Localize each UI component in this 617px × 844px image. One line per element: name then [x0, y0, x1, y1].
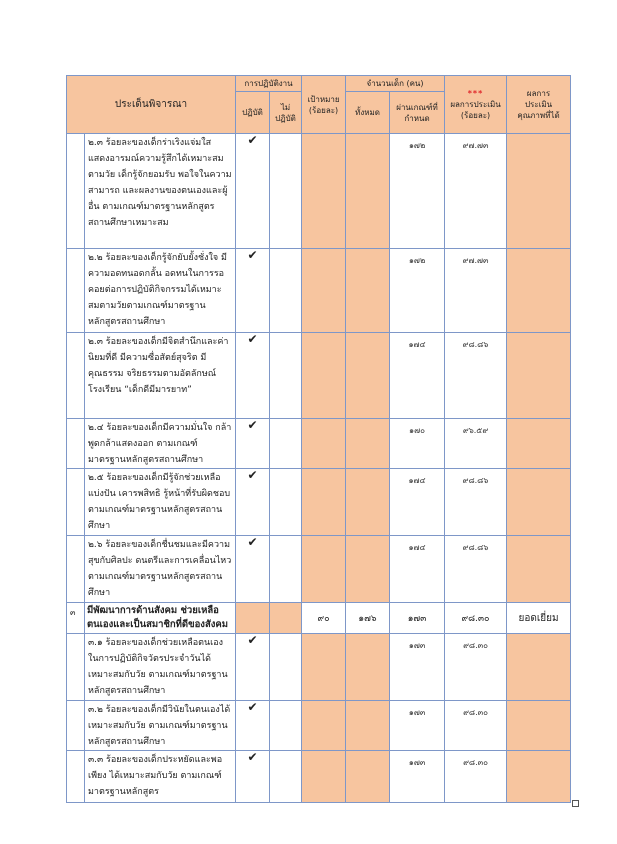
criteria-rows-section-3	[67, 634, 571, 803]
practiced-check: ✔	[236, 701, 270, 751]
passed-count: ๑๗๒	[390, 249, 445, 333]
result-percent: ๙๘.๘๖	[445, 333, 507, 419]
criteria-rows-section-2	[67, 134, 571, 603]
category-row	[67, 603, 571, 634]
evaluation-table	[66, 75, 571, 803]
empty-number-cell	[67, 249, 85, 333]
quality-cell	[507, 419, 571, 469]
target-cell	[302, 419, 346, 469]
criteria-text: ๓.๓ ร้อยละของเด็กประหยัดและพอเพียง ได้เหมาะสมกับวัย ตามเกณฑ์มาตรฐานหลักสูตร	[85, 751, 236, 803]
target-cell	[302, 536, 346, 603]
target-cell	[302, 249, 346, 333]
empty-number-cell	[67, 701, 85, 751]
not-practiced-cell	[270, 469, 302, 536]
passed-count: ๑๗๓	[390, 634, 445, 701]
criteria-row	[67, 751, 571, 803]
target-cell	[302, 634, 346, 701]
empty-number-cell	[67, 536, 85, 603]
quality-cell	[507, 333, 571, 419]
total-cell	[346, 249, 390, 333]
empty-number-cell	[67, 469, 85, 536]
not-practiced-cell	[270, 634, 302, 701]
practiced-check: ✔	[236, 419, 270, 469]
practiced-check: ✔	[236, 469, 270, 536]
category-result: ๙๘.๓๐	[445, 603, 507, 634]
empty-number-cell	[67, 634, 85, 701]
category-total: ๑๗๖	[346, 603, 390, 634]
passed-count: ๑๗๓	[390, 701, 445, 751]
header-quality: ผลการ ประเมิน คุณภาพที่ได้	[507, 76, 571, 134]
criteria-row	[67, 419, 571, 469]
empty-number-cell	[67, 134, 85, 249]
result-percent: ๙๘.๓๐	[445, 701, 507, 751]
empty-number-cell	[67, 333, 85, 419]
criteria-row	[67, 333, 571, 419]
header-target: เป้าหมาย (ร้อยละ)	[302, 76, 346, 134]
criteria-text: ๓.๒ ร้อยละของเด็กมีวินัยในตนเองได้เหมาะสมกับวัย ตามเกณฑ์มาตรฐานหลักสูตรสถานศึกษา	[85, 701, 236, 751]
total-cell	[346, 469, 390, 536]
criteria-row	[67, 134, 571, 249]
criteria-row	[67, 634, 571, 701]
result-percent: ๙๘.๘๖	[445, 469, 507, 536]
passed-count: ๑๗๔	[390, 469, 445, 536]
category-title: มีพัฒนาการด้านสังคม ช่วยเหลือตนเองและเป็นสมาชิกที่ดีของสังคม	[85, 603, 236, 634]
practiced-check: ✔	[236, 536, 270, 603]
page-corner-marker	[572, 800, 579, 807]
result-percent: ๙๘.๓๐	[445, 751, 507, 803]
quality-cell	[507, 701, 571, 751]
header-not-practiced: ไม่ ปฏิบัติ	[270, 92, 302, 134]
practiced-check: ✔	[236, 134, 270, 249]
total-cell	[346, 536, 390, 603]
not-practiced-cell	[270, 249, 302, 333]
total-cell	[346, 419, 390, 469]
total-cell	[346, 333, 390, 419]
criteria-row	[67, 536, 571, 603]
total-cell	[346, 751, 390, 803]
category-target: ๙๐	[302, 603, 346, 634]
empty-number-cell	[67, 751, 85, 803]
criteria-text: ๓.๑ ร้อยละของเด็กช่วยเหลือตนเองในการปฏิบัติกิจวัตรประจำวันได้เหมาะสมกับวัย ตามเกณฑ์มาตรฐานหลักสูตรสถานศึกษา	[85, 634, 236, 701]
passed-count: ๑๗๐	[390, 419, 445, 469]
not-practiced-cell	[270, 134, 302, 249]
result-percent: ๙๘.๓๐	[445, 634, 507, 701]
total-cell	[346, 701, 390, 751]
criteria-text: ๒.๒ ร้อยละของเด็กรู้จักยับยั้งชั่งใจ มีความอดทนอดกลั้น อดทนในการรอคอยต่อการปฏิบัติกิจกรรมได้เหมาะสมตามวัยตามเกณฑ์มาตรฐานหลักสูตรสถานศึกษา	[85, 249, 236, 333]
not-practiced-cell	[270, 419, 302, 469]
criteria-text: ๒.๓ ร้อยละของเด็กร่าเริงแจ่มใส แสดงอารมณ์ความรู้สึกได้เหมาะสมตามวัย เด็กรู้จักยอมรับ พอใจในความสามารถ และผลงานของตนเองและผู้อื่น ตามเกณฑ์มาตรฐานหลักสูตรสถานศึกษาเหมาะสม	[85, 134, 236, 249]
not-practiced-cell	[270, 701, 302, 751]
quality-cell	[507, 469, 571, 536]
quality-cell	[507, 249, 571, 333]
header-passed: ผ่านเกณฑ์ที่ กำหนด	[390, 92, 445, 134]
header-total: ทั้งหมด	[346, 92, 390, 134]
not-practiced-cell	[270, 536, 302, 603]
total-cell	[346, 134, 390, 249]
quality-cell	[507, 634, 571, 701]
category-passed: ๑๗๓	[390, 603, 445, 634]
header-marker: ***	[467, 89, 484, 98]
criteria-row	[67, 249, 571, 333]
header-children-group: จำนวนเด็ก (คน)	[346, 76, 445, 92]
criteria-text: ๒.๓ ร้อยละของเด็กมีจิตสำนึกและค่านิยมที่ดี มีความซื่อสัตย์สุจริต มีคุณธรรม จริยธรรมตามอัตลักษณ์โรงเรียน “เด็กดีมีมารยาท”	[85, 333, 236, 419]
category-number: ๓	[67, 603, 85, 634]
quality-cell	[507, 536, 571, 603]
criteria-row	[67, 701, 571, 751]
header-practiced: ปฏิบัติ	[236, 92, 270, 134]
header-criteria: ประเด็นพิจารณา	[67, 76, 236, 134]
practiced-check: ✔	[236, 751, 270, 803]
criteria-text: ๒.๖ ร้อยละของเด็กชื่นชมและมีความสุขกับศิลปะ ดนตรีและการเคลื่อนไหว ตามเกณฑ์มาตรฐานหลักสูตรสถานศึกษา	[85, 536, 236, 603]
empty-number-cell	[67, 419, 85, 469]
quality-cell	[507, 134, 571, 249]
quality-cell	[507, 751, 571, 803]
target-cell	[302, 751, 346, 803]
result-percent: ๙๗.๗๓	[445, 249, 507, 333]
result-percent: ๙๘.๘๖	[445, 536, 507, 603]
target-cell	[302, 469, 346, 536]
criteria-row	[67, 469, 571, 536]
result-percent: ๙๗.๗๓	[445, 134, 507, 249]
practiced-check: ✔	[236, 634, 270, 701]
not-practiced-cell	[270, 751, 302, 803]
passed-count: ๑๗๒	[390, 134, 445, 249]
criteria-text: ๒.๔ ร้อยละของเด็กมีความมั่นใจ กล้าพูดกล้าแสดงออก ตามเกณฑ์มาตรฐานหลักสูตรสถานศึกษา	[85, 419, 236, 469]
header-result: *** ผลการประเมิน (ร้อยละ)	[445, 76, 507, 134]
header-practice-group: การปฏิบัติงาน	[236, 76, 302, 92]
practiced-check: ✔	[236, 249, 270, 333]
target-cell	[302, 701, 346, 751]
passed-count: ๑๗๓	[390, 751, 445, 803]
criteria-text: ๒.๕ ร้อยละของเด็กมีรู้จักช่วยเหลือแบ่งปัน เคารพสิทธิ รู้หน้าที่รับผิดชอบ ตามเกณฑ์มาตรฐานหลักสูตรสถานศึกษา	[85, 469, 236, 536]
target-cell	[302, 134, 346, 249]
target-cell	[302, 333, 346, 419]
practiced-check: ✔	[236, 333, 270, 419]
total-cell	[346, 634, 390, 701]
passed-count: ๑๗๔	[390, 333, 445, 419]
not-practiced-cell	[270, 333, 302, 419]
passed-count: ๑๗๔	[390, 536, 445, 603]
result-percent: ๙๖.๕๙	[445, 419, 507, 469]
category-rating: ยอดเยี่ยม	[507, 603, 571, 634]
